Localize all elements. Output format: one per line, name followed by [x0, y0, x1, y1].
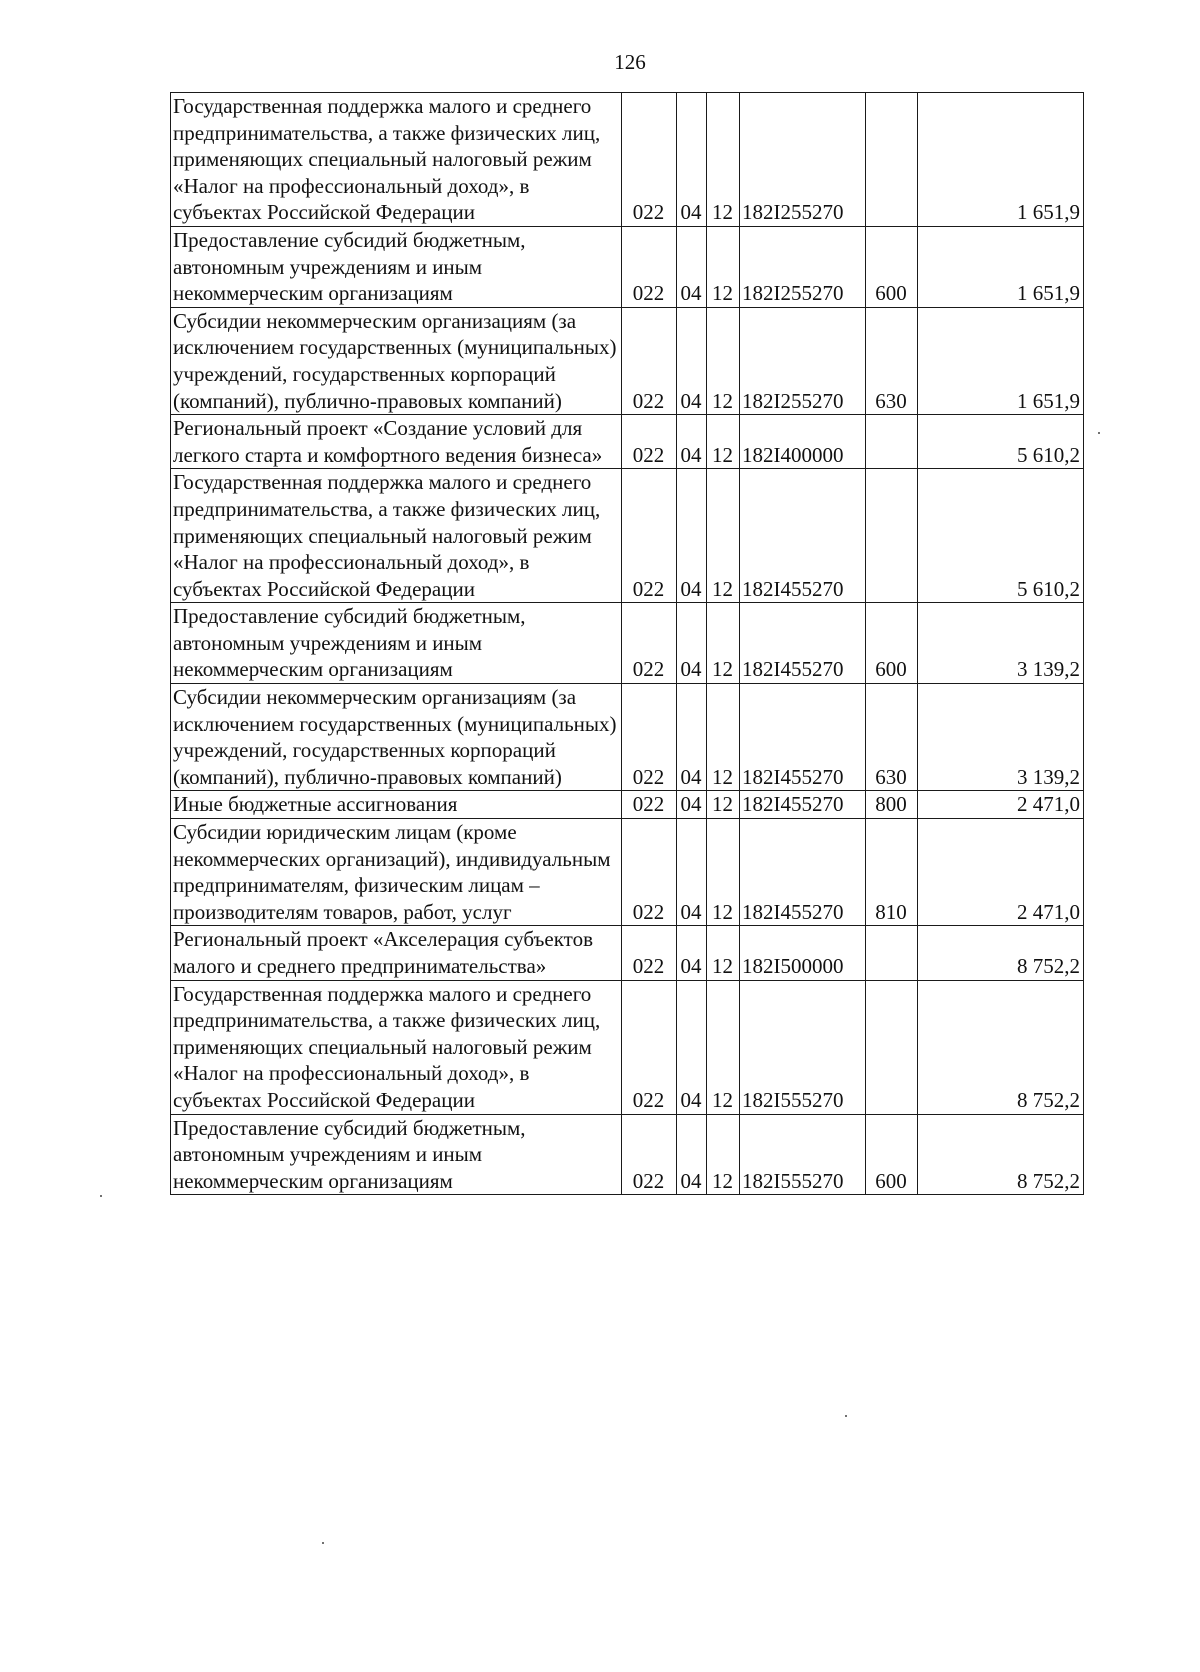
row-name-cell: Государственная поддержка малого и среднего предпринимательства, а также физических лиц, применяющих специальный налоговый режим «Налог на профессиональный доход», в субъектах Российской Федерации	[171, 469, 622, 603]
row-name-cell: Иные бюджетные ассигнования	[171, 791, 622, 819]
row-name-cell: Предоставление субсидий бюджетным, автономным учреждениям и иным некоммерческим организациям	[171, 1114, 622, 1195]
row-expense-cell	[866, 93, 918, 227]
row-target-cell: 182I255270	[740, 93, 866, 227]
row-section-cell: 04	[677, 684, 707, 791]
row-ministry-cell: 022	[622, 93, 677, 227]
table-row	[171, 603, 1084, 684]
row-amount-cell: 3 139,2	[918, 684, 1084, 791]
row-target-cell: 182I455270	[740, 819, 866, 926]
row-target-cell: 182I500000	[740, 926, 866, 980]
row-section-cell: 04	[677, 469, 707, 603]
row-subsection-cell: 12	[707, 415, 740, 469]
row-amount-cell: 1 651,9	[918, 93, 1084, 227]
row-subsection-cell: 12	[707, 1114, 740, 1195]
row-amount-cell: 3 139,2	[918, 603, 1084, 684]
row-name-cell: Региональный проект «Акселерация субъектов малого и среднего предпринимательства»	[171, 926, 622, 980]
row-expense-cell	[866, 469, 918, 603]
table-row	[171, 684, 1084, 791]
row-target-cell: 182I555270	[740, 980, 866, 1114]
row-subsection-cell: 12	[707, 926, 740, 980]
row-section-cell: 04	[677, 819, 707, 926]
scan-speck	[322, 1542, 324, 1544]
row-ministry-cell: 022	[622, 1114, 677, 1195]
page-number: 126	[614, 50, 646, 74]
row-subsection-cell: 12	[707, 791, 740, 819]
row-ministry-cell: 022	[622, 469, 677, 603]
row-name-cell: Государственная поддержка малого и среднего предпринимательства, а также физических лиц, применяющих специальный налоговый режим «Налог на профессиональный доход», в субъектах Российской Федерации	[171, 980, 622, 1114]
row-amount-cell: 2 471,0	[918, 791, 1084, 819]
row-subsection-cell: 12	[707, 603, 740, 684]
row-name-cell: Предоставление субсидий бюджетным, автономным учреждениям и иным некоммерческим организациям	[171, 603, 622, 684]
table-row	[171, 1114, 1084, 1195]
table-row	[171, 469, 1084, 603]
row-ministry-cell: 022	[622, 791, 677, 819]
row-ministry-cell: 022	[622, 603, 677, 684]
budget-table	[170, 92, 1084, 1195]
row-amount-cell: 5 610,2	[918, 415, 1084, 469]
row-expense-cell: 630	[866, 684, 918, 791]
table-row	[171, 415, 1084, 469]
row-amount-cell: 2 471,0	[918, 819, 1084, 926]
row-target-cell: 182I555270	[740, 1114, 866, 1195]
table-row	[171, 926, 1084, 980]
row-target-cell: 182I455270	[740, 603, 866, 684]
row-expense-cell: 600	[866, 603, 918, 684]
row-expense-cell: 600	[866, 1114, 918, 1195]
row-subsection-cell: 12	[707, 980, 740, 1114]
row-name-cell: Региональный проект «Создание условий для легкого старта и комфортного ведения бизнеса»	[171, 415, 622, 469]
table-row	[171, 791, 1084, 819]
row-section-cell: 04	[677, 307, 707, 414]
row-section-cell: 04	[677, 926, 707, 980]
row-ministry-cell: 022	[622, 926, 677, 980]
row-name-cell: Государственная поддержка малого и среднего предпринимательства, а также физических лиц, применяющих специальный налоговый режим «Налог на профессиональный доход», в субъектах Российской Федерации	[171, 93, 622, 227]
row-ministry-cell: 022	[622, 307, 677, 414]
row-amount-cell: 1 651,9	[918, 307, 1084, 414]
row-name-cell: Субсидии некоммерческим организациям (за исключением государственных (муниципальных) учреждений, государственных корпораций (компаний), публично-правовых компаний)	[171, 684, 622, 791]
row-target-cell: 182I255270	[740, 226, 866, 307]
row-expense-cell: 630	[866, 307, 918, 414]
row-section-cell: 04	[677, 980, 707, 1114]
row-amount-cell: 1 651,9	[918, 226, 1084, 307]
row-section-cell: 04	[677, 93, 707, 227]
row-target-cell: 182I255270	[740, 307, 866, 414]
row-expense-cell	[866, 415, 918, 469]
row-subsection-cell: 12	[707, 819, 740, 926]
table-row	[171, 226, 1084, 307]
scan-speck	[1098, 432, 1100, 434]
row-expense-cell	[866, 980, 918, 1114]
row-name-cell: Субсидии некоммерческим организациям (за исключением государственных (муниципальных) учреждений, государственных корпораций (компаний), публично-правовых компаний)	[171, 307, 622, 414]
row-expense-cell	[866, 926, 918, 980]
row-ministry-cell: 022	[622, 819, 677, 926]
row-amount-cell: 8 752,2	[918, 980, 1084, 1114]
table-row	[171, 980, 1084, 1114]
row-expense-cell: 800	[866, 791, 918, 819]
row-expense-cell: 600	[866, 226, 918, 307]
row-name-cell: Субсидии юридическим лицам (кроме некоммерческих организаций), индивидуальным предпринимателям, физическим лицам – производителям товаров, работ, услуг	[171, 819, 622, 926]
row-section-cell: 04	[677, 226, 707, 307]
row-subsection-cell: 12	[707, 469, 740, 603]
row-target-cell: 182I400000	[740, 415, 866, 469]
row-subsection-cell: 12	[707, 307, 740, 414]
row-target-cell: 182I455270	[740, 684, 866, 791]
row-subsection-cell: 12	[707, 93, 740, 227]
row-section-cell: 04	[677, 415, 707, 469]
row-expense-cell: 810	[866, 819, 918, 926]
row-section-cell: 04	[677, 791, 707, 819]
row-ministry-cell: 022	[622, 415, 677, 469]
row-section-cell: 04	[677, 603, 707, 684]
row-amount-cell: 5 610,2	[918, 469, 1084, 603]
row-ministry-cell: 022	[622, 980, 677, 1114]
scan-speck	[100, 1195, 102, 1197]
row-subsection-cell: 12	[707, 684, 740, 791]
row-ministry-cell: 022	[622, 684, 677, 791]
row-amount-cell: 8 752,2	[918, 926, 1084, 980]
table-row	[171, 93, 1084, 227]
table-row	[171, 307, 1084, 414]
table-row	[171, 819, 1084, 926]
row-name-cell: Предоставление субсидий бюджетным, автономным учреждениям и иным некоммерческим организациям	[171, 226, 622, 307]
row-amount-cell: 8 752,2	[918, 1114, 1084, 1195]
row-section-cell: 04	[677, 1114, 707, 1195]
row-target-cell: 182I455270	[740, 469, 866, 603]
budget-table-body	[171, 93, 1084, 1195]
scan-speck	[845, 1415, 847, 1417]
row-ministry-cell: 022	[622, 226, 677, 307]
row-target-cell: 182I455270	[740, 791, 866, 819]
row-subsection-cell: 12	[707, 226, 740, 307]
